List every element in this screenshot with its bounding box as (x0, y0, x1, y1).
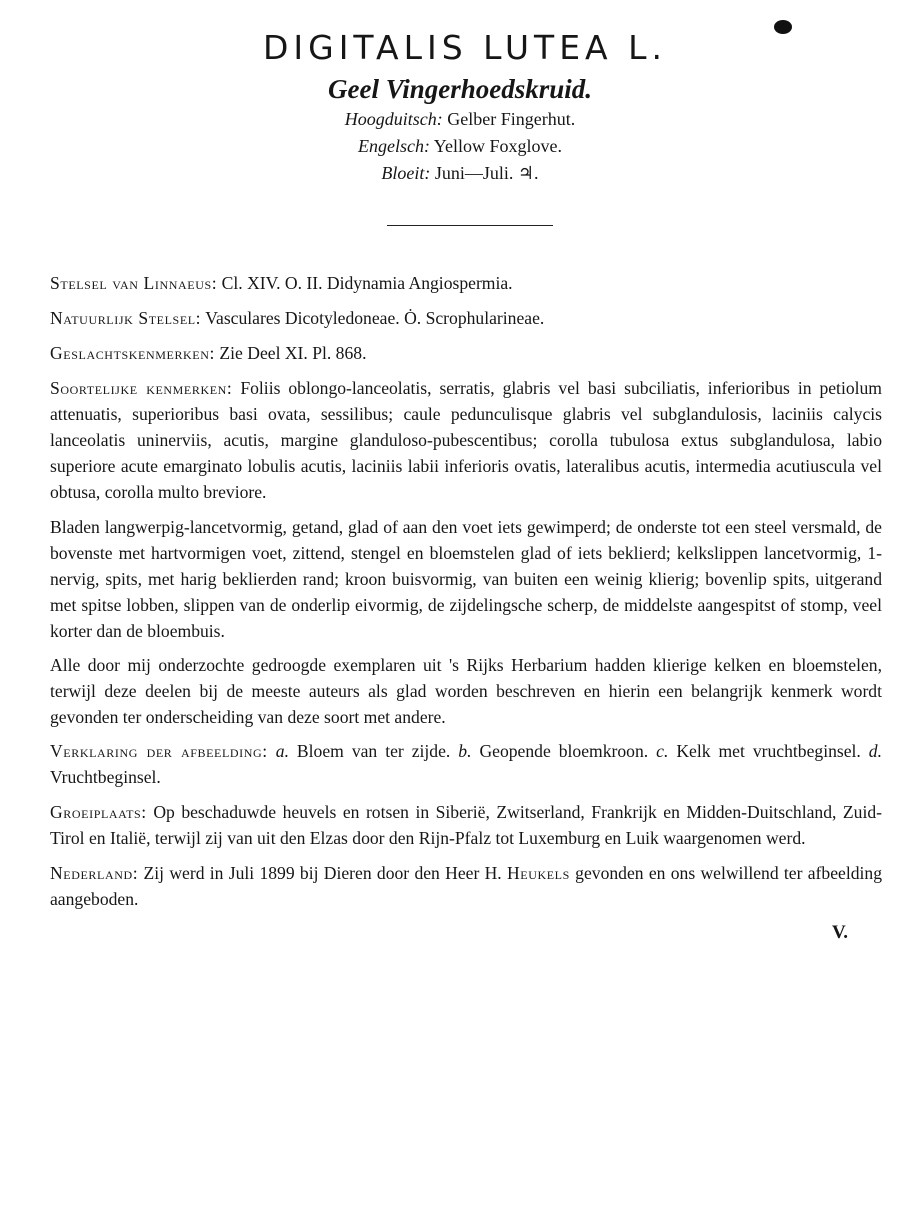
linnaeus-label: Stelsel van Linnaeus: (50, 273, 218, 293)
habitat-section (50, 799, 882, 851)
page-header (0, 26, 910, 226)
netherlands-label: Nederland: (50, 863, 139, 883)
header-divider (387, 225, 553, 226)
genus-text: Zie Deel XI. Pl. 868. (215, 343, 367, 363)
natural-system-label: Natuurlijk Stelsel: (50, 308, 202, 328)
figure-d-text: Vruchtbeginsel. (50, 767, 161, 787)
author-signature: V. (831, 922, 848, 943)
german-name-label: Hoogduitsch: (344, 109, 443, 129)
german-name-value: Gelber Fingerhut. (442, 109, 576, 129)
herbarium-note: Alle door mij onderzochte gedroogde exemplaren uit 's Rijks Herbarium hadden klierige kelken en bloemstelen, terwijl deze deelen bij de meeste auteurs als glad worden beschreven en hierin een belangrijk kenmerk wordt gevonden ter onderscheiding van deze soort met andere. (50, 655, 882, 727)
species-section (50, 375, 882, 505)
bloom-value: Juni—Juli. ♃. (430, 163, 539, 183)
page-body (0, 226, 910, 944)
genus-label: Geslachtskenmerken: (50, 343, 215, 363)
figure-a-marker: a. (275, 741, 289, 761)
species-label: Soortelijke kenmerken: (50, 378, 233, 398)
page-title: DIGITALIS LUTEA L. (262, 28, 667, 67)
figure-d-marker: d. (868, 741, 882, 761)
english-name-line (0, 133, 910, 160)
figure-c-text: Kelk met vruchtbeginsel. (668, 741, 869, 761)
species-text: Foliis oblongo-lanceolatis, serratis, glabris vel basi subciliatis, inferioribus in petiolum attenuatis, superioribus basi ovata, sessilibus; caule pedunculisque glabris vel subglandulosis, laciniis calycis lanceolatis uninerviis, acutis, margine glanduloso-pubescentibus; corolla tubulosa extus subglandulosa, labio superiore acute emarginato lobulis acutis, laciniis labii inferioris ovatis, lateralibus acutis, intermedia acutiuscula vel obtusa, corolla multo breviore. (50, 378, 882, 502)
english-name-label: Engelsch: (357, 136, 430, 156)
linnaeus-section (50, 270, 882, 296)
netherlands-text-1: Zij werd in Juli 1899 bij Dieren door den Heer H. (138, 863, 507, 883)
english-name-value: Yellow Foxglove. (429, 136, 562, 156)
netherlands-section (50, 860, 882, 912)
dutch-description: Bladen langwerpig-lancetvormig, getand, glad of aan den voet iets gewimperd; de onderste tot een steel versmald, de bovenste met hartvormigen voet, zittend, stengel en bloemstelen glad of iets beklierd; kelkslippen lancetvormig, 1-nervig, spits, met harig beklierden rand; kroon buisvormig, van buiten een weinig klierig; bovenlip spits, uitgerand met spitse lobben, slippen van de onderlip eivormig, de zijdelingsche scherp, de middelste aangespitst of stomp, veel korter dan de bloembuis. (50, 517, 882, 641)
netherlands-text-2: gevonden en ons welwillend ter afbeelding aangeboden. (50, 863, 882, 909)
collector-name: Heukels (506, 863, 570, 883)
habitat-label: Groeiplaats: (50, 802, 147, 822)
habitat-text: Op beschaduwde heuvels en rotsen in Siberië, Zwitserland, Frankrijk en Midden-Duitschland, Zuid-Tirol en Italië, terwijl zij van uit den Elzas door den Rijn-Pfalz tot Luxemburg en Luik waargenomen werd. (50, 802, 882, 848)
figure-explanation-section (50, 738, 882, 790)
natural-system-text: Vasculares Dicotyledoneae. Ȯ. Scrophularineae. (201, 308, 545, 328)
dutch-name: Geel Vingerhoedskruid. (327, 74, 593, 104)
figure-a-text: Bloem van ter zijde. (288, 741, 459, 761)
ink-blot (774, 20, 792, 34)
bloom-label: Bloeit: (381, 163, 431, 183)
figure-b-marker: b. (458, 741, 472, 761)
linnaeus-text: Cl. XIV. O. II. Didynamia Angiospermia. (217, 273, 513, 293)
figure-b-text: Geopende bloemkroon. (471, 741, 657, 761)
natural-system-section (50, 305, 882, 331)
genus-section (50, 340, 882, 366)
german-name-line (0, 106, 910, 133)
figure-explanation-label: Verklaring der afbeelding: (50, 741, 268, 761)
figure-c-marker: c. (656, 741, 669, 761)
bloom-line (0, 160, 910, 187)
